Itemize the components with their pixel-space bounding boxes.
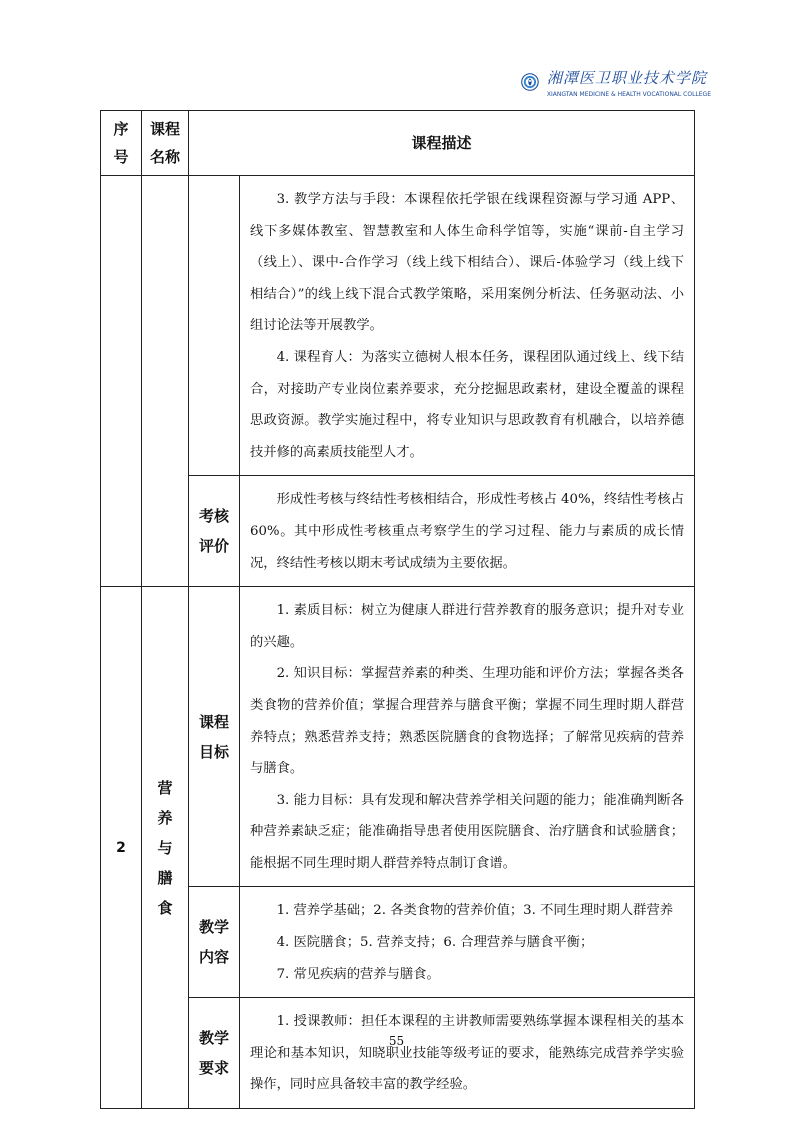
objectives-label: 课程目标 bbox=[189, 587, 240, 887]
course-2-name: 营养与膳食 bbox=[142, 587, 189, 1109]
table-row bbox=[101, 176, 695, 476]
assessment-label: 考核评价 bbox=[189, 476, 240, 587]
college-logo bbox=[521, 54, 711, 110]
table-row bbox=[101, 998, 695, 1109]
course-2-seq: 2 bbox=[101, 587, 142, 1109]
methods-text: 3. 教学方法与手段：本课程依托学银在线课程资源与学习通 APP、线下多媒体教室、智慧教室和人体生命科学馆等，实施“课前-自主学习（线上）、课中-合作学习（线上线下相结合）、课后-体验学习（线上线下相结合）”的线上线下混合式教学策略，采用案例分析法、任务驱动法、小组讨论法等开展教学。 bbox=[250, 192, 685, 334]
methods-and-education-cell bbox=[240, 176, 695, 476]
requirements-cell bbox=[240, 998, 695, 1109]
college-name-en: XIANGTAN MEDICINE & HEALTH VOCATIONAL COLLEGE bbox=[546, 90, 711, 98]
content-line-2: 4. 医院膳食；5. 营养支持；6. 合理营养与膳食平衡； bbox=[276, 935, 594, 951]
table-header-row bbox=[101, 111, 695, 176]
objective-quality: 1. 素质目标：树立为健康人群进行营养教育的服务意识；提升对专业的兴趣。 bbox=[250, 603, 685, 650]
header-course-name: 课程名称 bbox=[142, 111, 189, 176]
content-cell bbox=[240, 887, 695, 998]
objectives-cell bbox=[240, 587, 695, 887]
objective-knowledge: 2. 知识目标：掌握营养素的种类、生理功能和评价方法；掌握各类各类食物的营养价值；掌握合理营养与膳食平衡；掌握不同生理时期人群营养特点；熟悉营养支持；熟悉医院膳食的食物选择；了解常见疾病的营养与膳食。 bbox=[250, 666, 685, 777]
table-row bbox=[101, 887, 695, 998]
requirements-text: 1. 授课教师：担任本课程的主讲教师需要熟练掌握本课程相关的基本理论和基本知识，知晓职业技能等级考证的要求，能熟练完成营养学实验操作，同时应具备较丰富的教学经验。 bbox=[250, 1014, 685, 1093]
page-number: 55 bbox=[388, 1034, 405, 1048]
objective-ability: 3. 能力目标：具有发现和解决营养学相关问题的能力；能准确判断各种营养素缺乏症；能准确指导患者使用医院膳食、治疗膳食和试验膳食；能根据不同生理时期人群营养特点制订食谱。 bbox=[250, 792, 685, 871]
assessment-text: 形成性考核与终结性考核相结合，形成性考核占 40%，终结性考核占 60%。其中形成性考核重点考察学生的学习过程、能力与素质的成长情况，终结性考核以期末考试成绩为主要依据。 bbox=[250, 492, 685, 571]
content-line-1: 1. 营养学基础；2. 各类食物的营养价值；3. 不同生理时期人群营养 bbox=[276, 903, 674, 919]
college-emblem-icon bbox=[521, 57, 539, 107]
content-line-3: 7. 常见疾病的营养与膳食。 bbox=[276, 966, 440, 982]
table-row bbox=[101, 587, 695, 887]
education-text: 4. 课程育人：为落实立德树人根本任务，课程团队通过线上、线下结合，对接助产专业岗位素养要求，充分挖掘思政素材，建设全覆盖的课程思政资源。教学实施过程中，将专业知识与思政教育有机融合，以培养德技并修的高素质技能型人才。 bbox=[250, 349, 685, 460]
label-cell-continued bbox=[189, 176, 240, 476]
header-description: 课程描述 bbox=[189, 111, 695, 176]
seq-cell-continued bbox=[101, 176, 142, 587]
requirements-label: 教学要求 bbox=[189, 998, 240, 1109]
college-name-cn: 湘潭医卫职业技术学院 bbox=[546, 68, 707, 87]
table-row bbox=[101, 476, 695, 587]
content-label: 教学内容 bbox=[189, 887, 240, 998]
header-seq: 序号 bbox=[101, 111, 142, 176]
course-name-cell-continued bbox=[142, 176, 189, 587]
assessment-cell bbox=[240, 476, 695, 587]
course-table bbox=[100, 110, 695, 1109]
